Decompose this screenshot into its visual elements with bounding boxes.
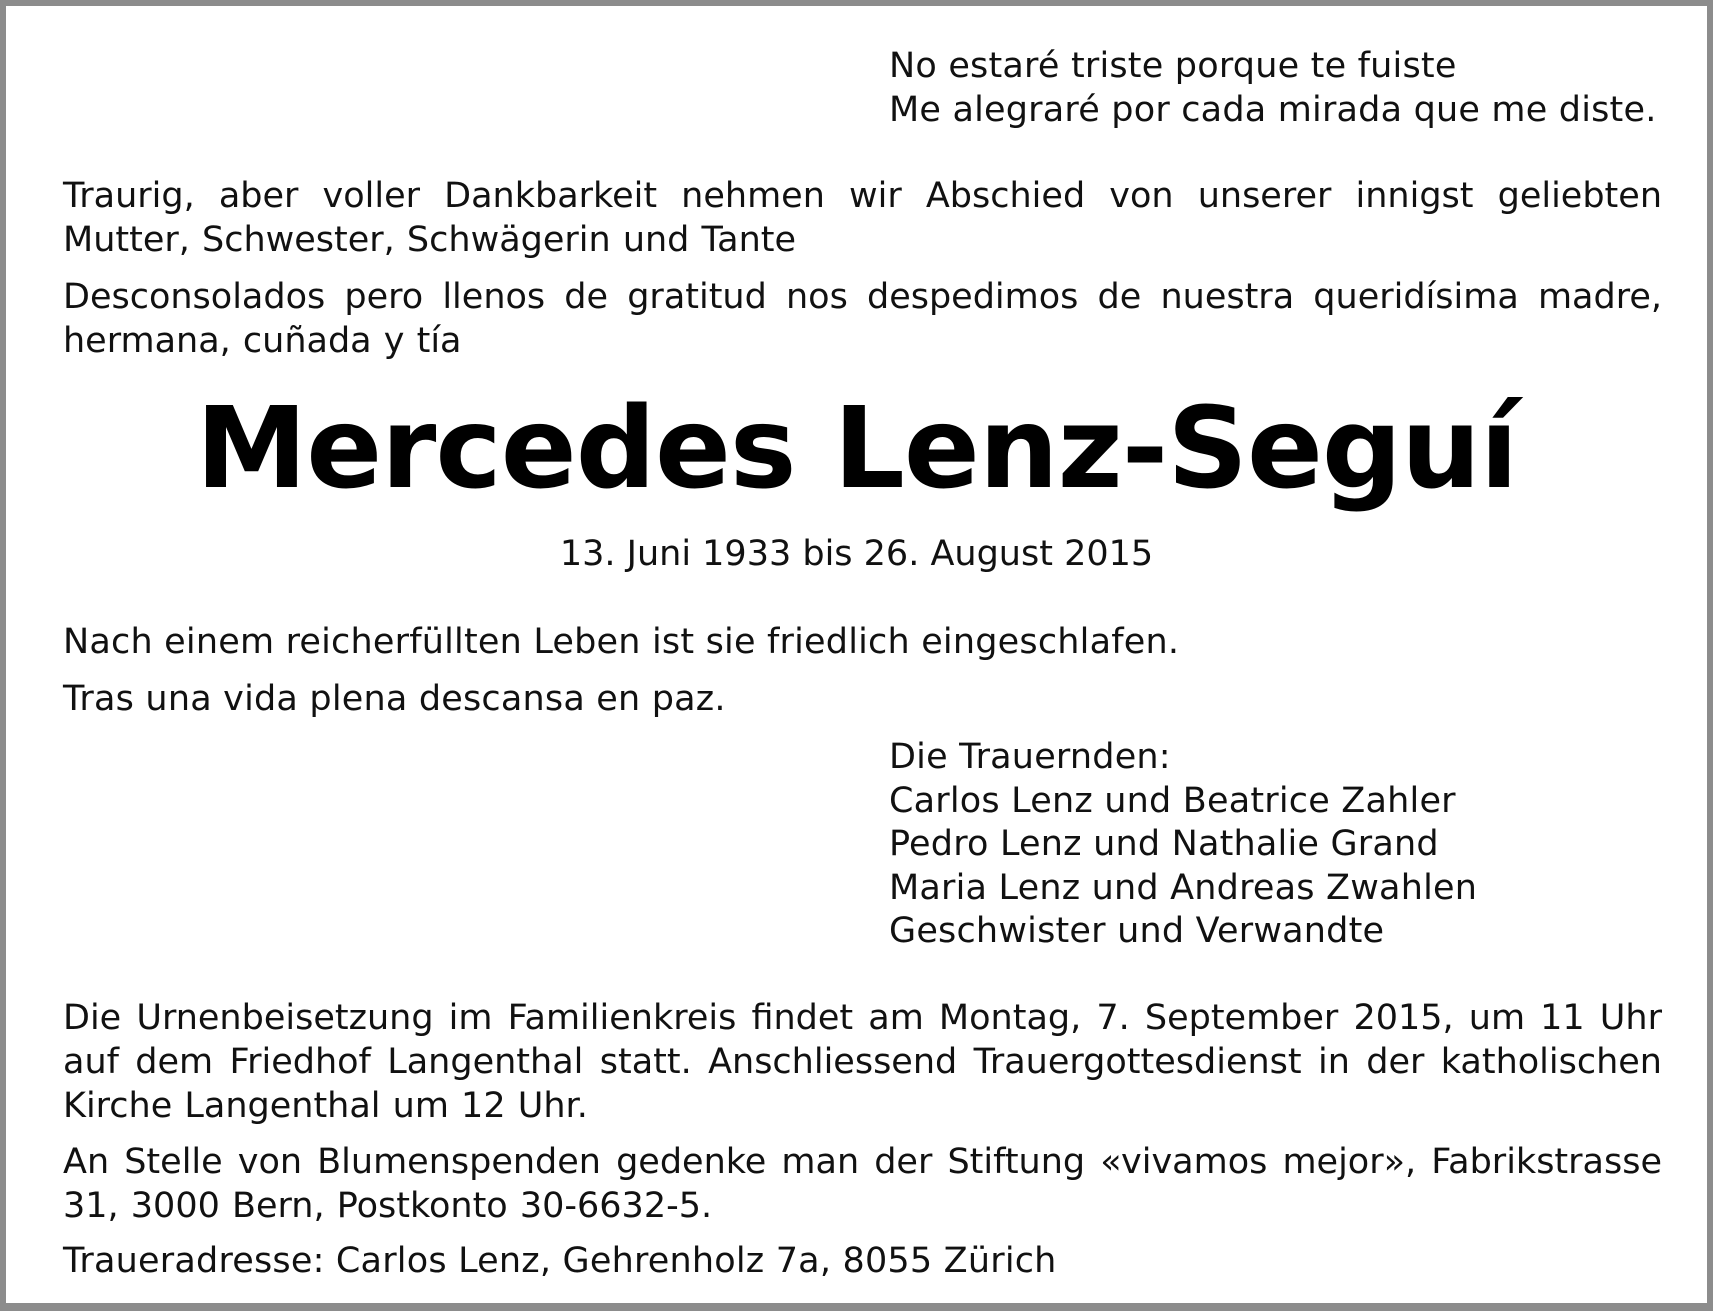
service-details: Die Urnenbeisetzung im Familienkreis findet am Montag, 7. September 2015, um 11 Uhr auf dem Friedhof Langenthal statt. Anschliessend Trauergottesdienst in der katholischen Kirche Langenthal um 12 Uhr. — [63, 998, 1662, 1126]
mourner-line: Pedro Lenz und Nathalie Grand — [889, 824, 1439, 864]
life-text-spanish: Tras una vida plena descansa en paz. — [63, 679, 726, 719]
poem-line-2: Me alegraré por cada mirada que me diste. — [889, 90, 1657, 130]
intro-german: Traurig, aber voller Dankbarkeit nehmen wir Abschied von unserer innigst geliebten Mutter, Schwester, Schwägerin und Tante — [63, 176, 1662, 260]
life-text-german: Nach einem reicherfüllten Leben ist sie friedlich eingeschlafen. — [63, 622, 1180, 662]
mourner-line: Geschwister und Verwandte — [889, 911, 1385, 951]
intro-spanish: Desconsolados pero llenos de gratitud nos despedimos de nuestra queridísima madre, hermana, cuñada y tía — [63, 277, 1662, 361]
life-dates: 13. Juni 1933 bis 26. August 2015 — [559, 534, 1154, 574]
mourners-heading: Die Trauernden: — [889, 737, 1171, 777]
poem-line-1: No estaré triste porque te fuiste — [889, 46, 1457, 86]
mourner-line: Carlos Lenz und Beatrice Zahler — [889, 781, 1456, 821]
donation-note: An Stelle von Blumenspenden gedenke man der Stiftung «vivamos mejor», Fabrikstrasse 31, 3000 Bern, Postkonto 30-6632-5. — [63, 1142, 1662, 1226]
mourning-address: Traueradresse: Carlos Lenz, Gehrenholz 7a, 8055 Zürich — [63, 1241, 1057, 1281]
deceased-name: Mercedes Lenz-Seguí — [195, 384, 1518, 514]
mourner-line: Maria Lenz und Andreas Zwahlen — [889, 868, 1478, 908]
